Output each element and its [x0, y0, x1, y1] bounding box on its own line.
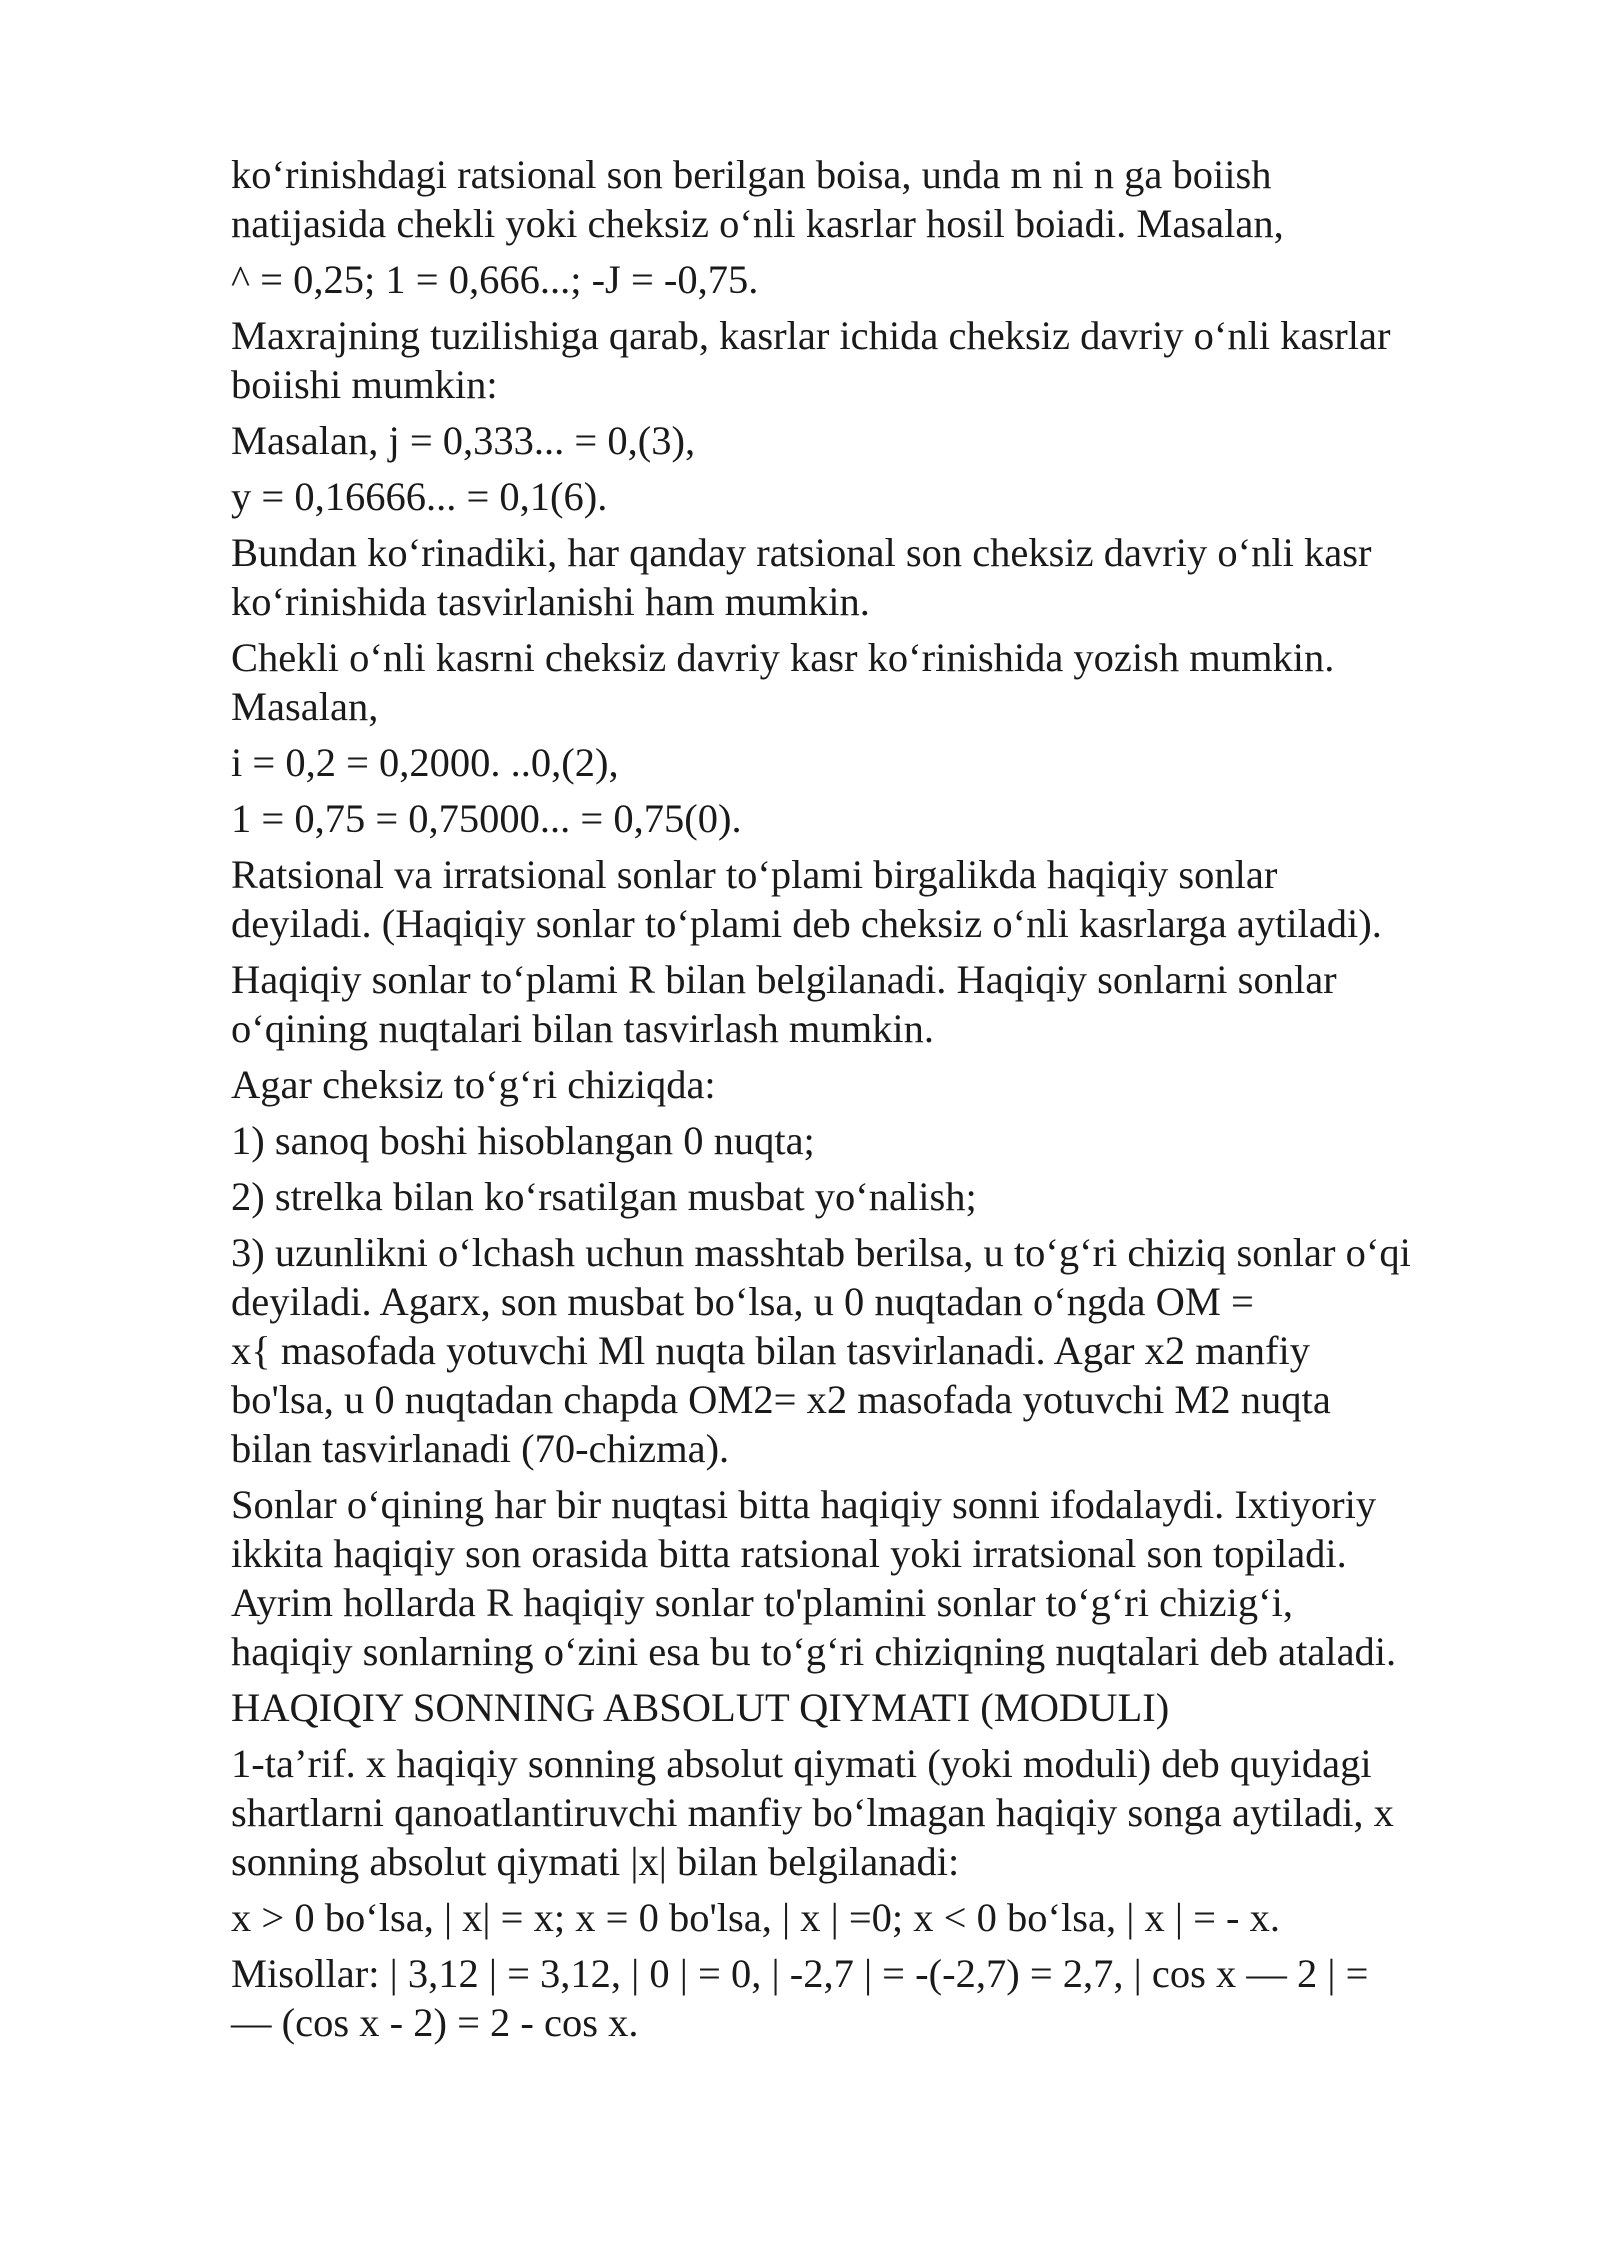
- section-heading-absolute-value: HAQIQIY SONNING ABSOLUT QIYMATI (MODULI): [231, 1685, 1170, 1730]
- paragraph-rational-fraction-intro: ko‘rinishdagi ratsional son berilgan boisa, unda m ni n ga boiish natijasida chekli yoki cheksiz o‘nli kasrlar hosil boiadi. Masalan,: [231, 152, 1284, 246]
- example-periodic-2: y = 0,16666... = 0,1(6).: [231, 474, 608, 519]
- paragraph-number-line-points: Sonlar o‘qining har bir nuqtasi bitta haqiqiy sonni ifodalaydi. Ixtiyoriy ikkita haqiqiy son orasida bitta ratsional yoki irratsional son topiladi. Ayrim hollarda R haqiqiy sonlar to'plamini sonlar to‘g‘ri chizig‘i, haqiqiy sonlarning o‘zini esa bu to‘g‘ri chiziqning nuqtalari deb ataladi.: [231, 1482, 1397, 1674]
- paragraph-finite-as-periodic: Chekli o‘nli kasrni cheksiz davriy kasr ko‘rinishida yozish mumkin. Masalan,: [231, 635, 1335, 729]
- paragraph-real-numbers-definition: Ratsional va irratsional sonlar to‘plami birgalikda haqiqiy sonlar deyiladi. (Haqiqiy sonlar to‘plami deb cheksiz o‘nli kasrlarga aytiladi).: [231, 852, 1382, 946]
- paragraph-rational-as-periodic: Bundan ko‘rinadiki, har qanday ratsional son cheksiz davriy o‘nli kasr ko‘rinishida tasvirlanishi ham mumkin.: [231, 530, 1372, 624]
- paragraph-periodic-decimals: Maxrajning tuzilishiga qarab, kasrlar ichida cheksiz davriy o‘nli kasrlar boiishi mumkin:: [231, 313, 1391, 407]
- example-periodic-1: Masalan, j = 0,333... = 0,(3),: [231, 418, 696, 463]
- paragraph-real-numbers-notation: Haqiqiy sonlar to‘plami R bilan belgilanadi. Haqiqiy sonlarni sonlar o‘qining nuqtalari bilan tasvirlash mumkin.: [231, 957, 1337, 1051]
- document-page: [231, 150, 1521, 2054]
- example-finite-1: i = 0,2 = 0,2000. ..0,(2),: [231, 740, 619, 785]
- formula-absolute-value-cases: x > 0 bo‘lsa, | x| = x; x = 0 bo'lsa, | x | =0; x < 0 bo‘lsa, | x | = - x.: [231, 1895, 1281, 1940]
- paragraph-examples: Misollar: | 3,12 | = 3,12, | 0 | = 0, | -2,7 | = -(-2,7) = 2,7, | cos x — 2 | = — (cos x - 2) = 2 - cos x.: [231, 1951, 1369, 2045]
- list-item-direction: 2) strelka bilan ko‘rsatilgan musbat yo‘nalish;: [231, 1174, 977, 1219]
- example-decimals-1: ^ = 0,25; 1 = 0,666...; -J = -0,75.: [231, 257, 759, 302]
- list-item-origin: 1) sanoq boshi hisoblangan 0 nuqta;: [231, 1118, 815, 1163]
- example-finite-2: 1 = 0,75 = 0,75000... = 0,75(0).: [231, 796, 742, 841]
- paragraph-definition-1: 1-ta’rif. x haqiqiy sonning absolut qiymati (yoki moduli) deb quyidagi shartlarni qanoatlantiruvchi manfiy bo‘lmagan haqiqiy songa aytiladi, x sonning absolut qiymati |x| bilan belgilanadi:: [231, 1741, 1394, 1884]
- paragraph-line-conditions: Agar cheksiz to‘g‘ri chiziqda:: [231, 1062, 716, 1107]
- list-item-scale: 3) uzunlikni o‘lchash uchun masshtab berilsa, u to‘g‘ri chiziq sonlar o‘qi deyiladi. Agarx, son musbat bo‘lsa, u 0 nuqtadan o‘ngda OM = x{ masofada yotuvchi Ml nuqta bilan tasvirlanadi. Agar x2 manfiy bo'lsa, u 0 nuqtadan chapda OM2= x2 masofada yotuvchi M2 nuqta bilan tasvirlanadi (70-chizma).: [231, 1230, 1411, 1471]
